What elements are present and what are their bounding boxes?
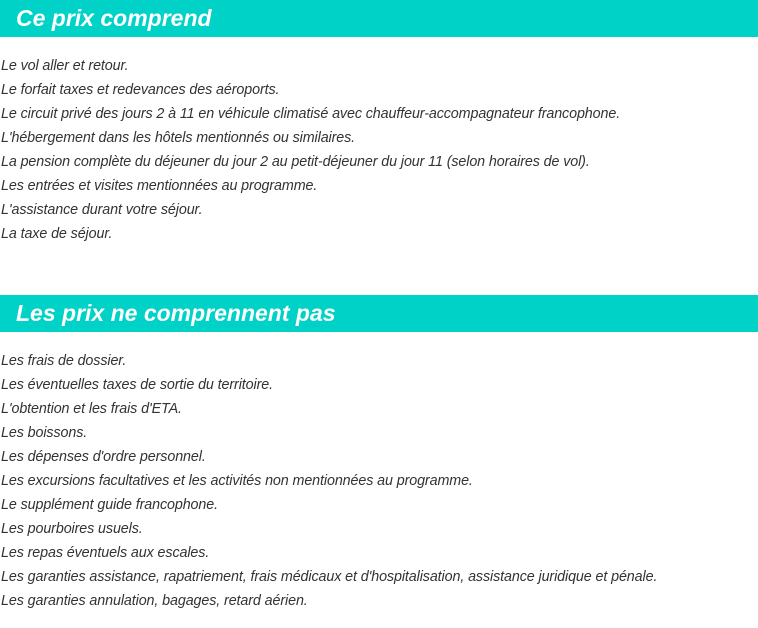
- excluded-item-garanties-annulation: Les garanties annulation, bagages, retard aérien.: [1, 593, 308, 609]
- included-item-hebergement: L'hébergement dans les hôtels mentionnés ou similaires.: [1, 130, 356, 146]
- excluded-list: [1, 349, 657, 613]
- excluded-item-excursions: Les excursions facultatives et les activités non mentionnées au programme.: [1, 473, 473, 489]
- excluded-item-guide: Le supplément guide francophone.: [1, 497, 218, 513]
- included-section-title: Ce prix comprend: [0, 0, 758, 37]
- excluded-item-repas: Les repas éventuels aux escales.: [1, 545, 210, 561]
- included-item-vol: Le vol aller et retour.: [1, 58, 129, 74]
- included-item-circuit: Le circuit privé des jours 2 à 11 en véhicule climatisé avec chauffeur-accompagnateur francophone.: [1, 106, 621, 122]
- excluded-item-pourboires: Les pourboires usuels.: [1, 521, 143, 537]
- excluded-item-frais-dossier: Les frais de dossier.: [1, 353, 127, 369]
- excluded-item-eta: L'obtention et les frais d'ETA.: [1, 401, 182, 417]
- included-item-taxes: Le forfait taxes et redevances des aéroports.: [1, 82, 280, 98]
- included-list: [1, 54, 620, 246]
- included-item-entrees: Les entrées et visites mentionnées au programme.: [1, 178, 318, 194]
- excluded-item-boissons: Les boissons.: [1, 425, 88, 441]
- included-item-pension: La pension complète du déjeuner du jour 2 au petit-déjeuner du jour 11 (selon horaires de vol).: [1, 154, 590, 170]
- excluded-item-garanties-assistance: Les garanties assistance, rapatriement, frais médicaux et d'hospitalisation, assistance juridique et pénale.: [1, 569, 658, 585]
- excluded-section-title: Les prix ne comprennent pas: [0, 295, 758, 332]
- excluded-item-depenses: Les dépenses d'ordre personnel.: [1, 449, 206, 465]
- included-item-assistance: L'assistance durant votre séjour.: [1, 202, 203, 218]
- excluded-item-taxes-sortie: Les éventuelles taxes de sortie du territoire.: [1, 377, 273, 393]
- included-item-taxe-sejour: La taxe de séjour.: [1, 226, 113, 242]
